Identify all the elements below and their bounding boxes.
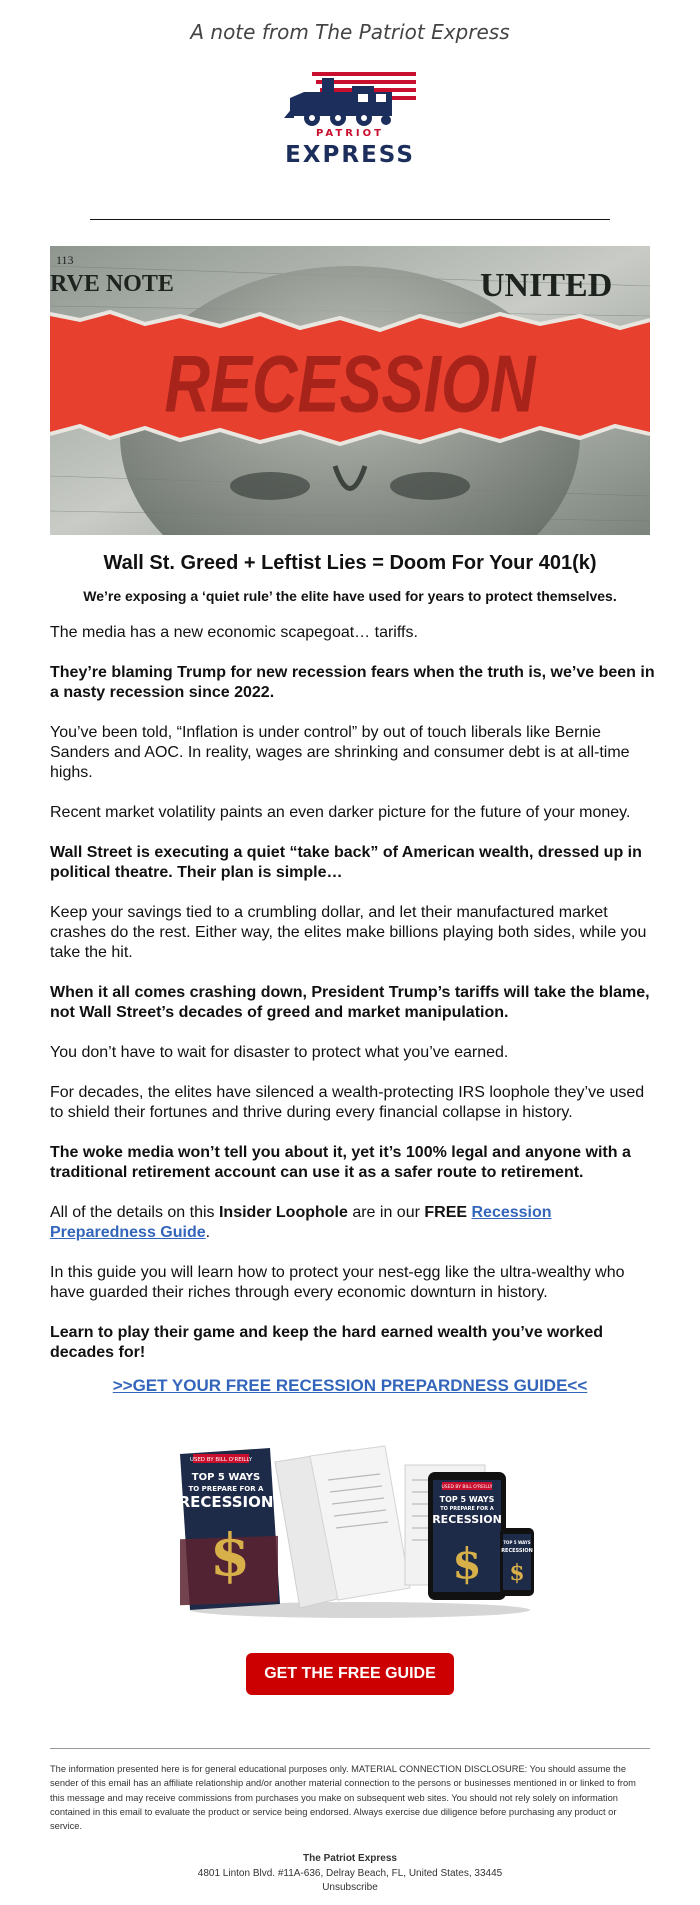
tablet-title-small: TOP 5 WAYS	[439, 1495, 495, 1504]
paragraph: You don’t have to wait for disaster to protect what you’ve earned.	[50, 1044, 509, 1061]
product-title-big: RECESSION	[178, 1493, 274, 1511]
unsubscribe-link[interactable]: Unsubscribe	[322, 1882, 378, 1893]
paragraph: The woke media won’t tell you about it, yet it’s 100% legal and anyone with a traditional retirement account can use it as a safer route to retirement.	[50, 1144, 631, 1181]
paragraph-text: .	[205, 1224, 211, 1241]
recession-guide-link[interactable]: Recession Preparedness Guide	[50, 1204, 552, 1241]
get-free-guide-button[interactable]: GET THE FREE GUIDE	[246, 1653, 454, 1695]
phone-dollar-icon: $	[509, 1560, 525, 1586]
recession-hero-image	[50, 246, 650, 535]
free-text: FREE	[424, 1204, 468, 1221]
train-icon	[282, 66, 418, 128]
article-subheadline: We’re exposing a ‘quiet rule’ the elite have used for years to protect themselves.	[83, 588, 617, 604]
footer	[0, 1852, 700, 1896]
paragraph: The media has a new economic scapegoat… tariffs.	[50, 624, 418, 641]
tablet-title-big: RECESSION	[432, 1513, 502, 1526]
paragraph: When it all comes crashing down, President Trump’s tariffs will take the blame, not Wall Street’s decades of greed and market manipulation.	[50, 984, 650, 1021]
header-note: A note from The Patriot Express	[190, 20, 510, 44]
recession-banner-word: RECESSION	[164, 340, 536, 430]
disclaimer-text: The information presented here is for general educational purposes only. MATERIAL CONNECTION DISCLOSURE: You should assume the sender of this email has an affiliate relationship and/or another material connection to the persons or businesses mentioned in or linked to from this message and may receive commissions from purchases you make on subsequent web sites. You should not rely solely on information contained in this email to evaluate the product or service being endorsed. Always exercise due diligence before purchasing any product or service.	[50, 1764, 636, 1832]
paragraph: Learn to play their game and keep the hard earned wealth you’ve worked decades for!	[50, 1324, 604, 1361]
paragraph: They’re blaming Trump for new recession fears when the truth is, we’ve been in a nasty recession since 2022.	[50, 664, 655, 701]
logo-express-text: EXPRESS	[285, 142, 415, 168]
paragraph-text: All of the details on this	[50, 1204, 219, 1221]
footer-address: 4801 Linton Blvd. #11A-636, Delray Beach, FL, United States, 33445	[197, 1867, 503, 1879]
phone-title-big: RECESSION	[501, 1548, 533, 1554]
cta-text-link-wrapper	[0, 1376, 700, 1396]
footer-company: The Patriot Express	[303, 1853, 397, 1864]
tablet-dollar-icon: $	[452, 1539, 482, 1588]
serial-text: 113	[56, 253, 74, 267]
get-free-guide-link[interactable]: >>GET YOUR FREE RECESSION PREPARDNESS GUIDE<<	[112, 1376, 588, 1395]
product-title-small: TOP 5 WAYS	[191, 1472, 261, 1483]
product-badge: USED BY BILL O'REILLY	[189, 1457, 253, 1463]
product-title-mid: TO PREPARE FOR A	[188, 1485, 264, 1493]
paragraph: Recent market volatility paints an even darker picture for the future of your money.	[50, 804, 631, 821]
paragraph: In this guide you will learn how to protect your nest-egg like the ultra-wealthy who have guarded their riches through every economic downturn in history.	[50, 1264, 625, 1301]
patriot-express-logo	[278, 66, 422, 172]
paragraph: You’ve been told, “Inflation is under control” by out of touch liberals like Bernie Sanders and AOC. In reality, wages are shrinking and consumer debt is at all-time highs.	[50, 724, 630, 781]
note-text-left: RVE NOTE	[50, 271, 174, 297]
guide-product-image[interactable]	[160, 1440, 560, 1620]
tablet-title-mid: TO PREPARE FOR A	[440, 1506, 494, 1512]
footer-divider	[50, 1748, 650, 1749]
article-headline: Wall St. Greed + Leftist Lies = Doom For Your 401(k)	[103, 552, 597, 574]
header-divider	[90, 219, 610, 220]
note-text-right: UNITED	[480, 267, 613, 304]
dollar-icon: $	[209, 1521, 251, 1589]
phone-title-small: TOP 5 WAYS	[503, 1540, 531, 1545]
tablet-badge: USED BY BILL O'REILLY	[441, 1485, 493, 1490]
logo-patriot-text: PATRIOT	[316, 128, 384, 139]
paragraph-text: are in our	[347, 1204, 425, 1221]
paragraph: Keep your savings tied to a crumbling dollar, and let their manufactured market crashes do the rest. Either way, the elites make billions playing both sides, while you take the hit.	[50, 904, 647, 961]
paragraph: Wall Street is executing a quiet “take back” of American wealth, dressed up in political theatre. Their plan is simple…	[50, 844, 642, 881]
insider-loophole-text: Insider Loophole	[218, 1204, 348, 1221]
paragraph: For decades, the elites have silenced a wealth-protecting IRS loophole they’ve used to shield their fortunes and thrive during every financial collapse in history.	[50, 1084, 645, 1121]
paragraph	[50, 1203, 655, 1243]
article-body	[50, 623, 655, 1383]
